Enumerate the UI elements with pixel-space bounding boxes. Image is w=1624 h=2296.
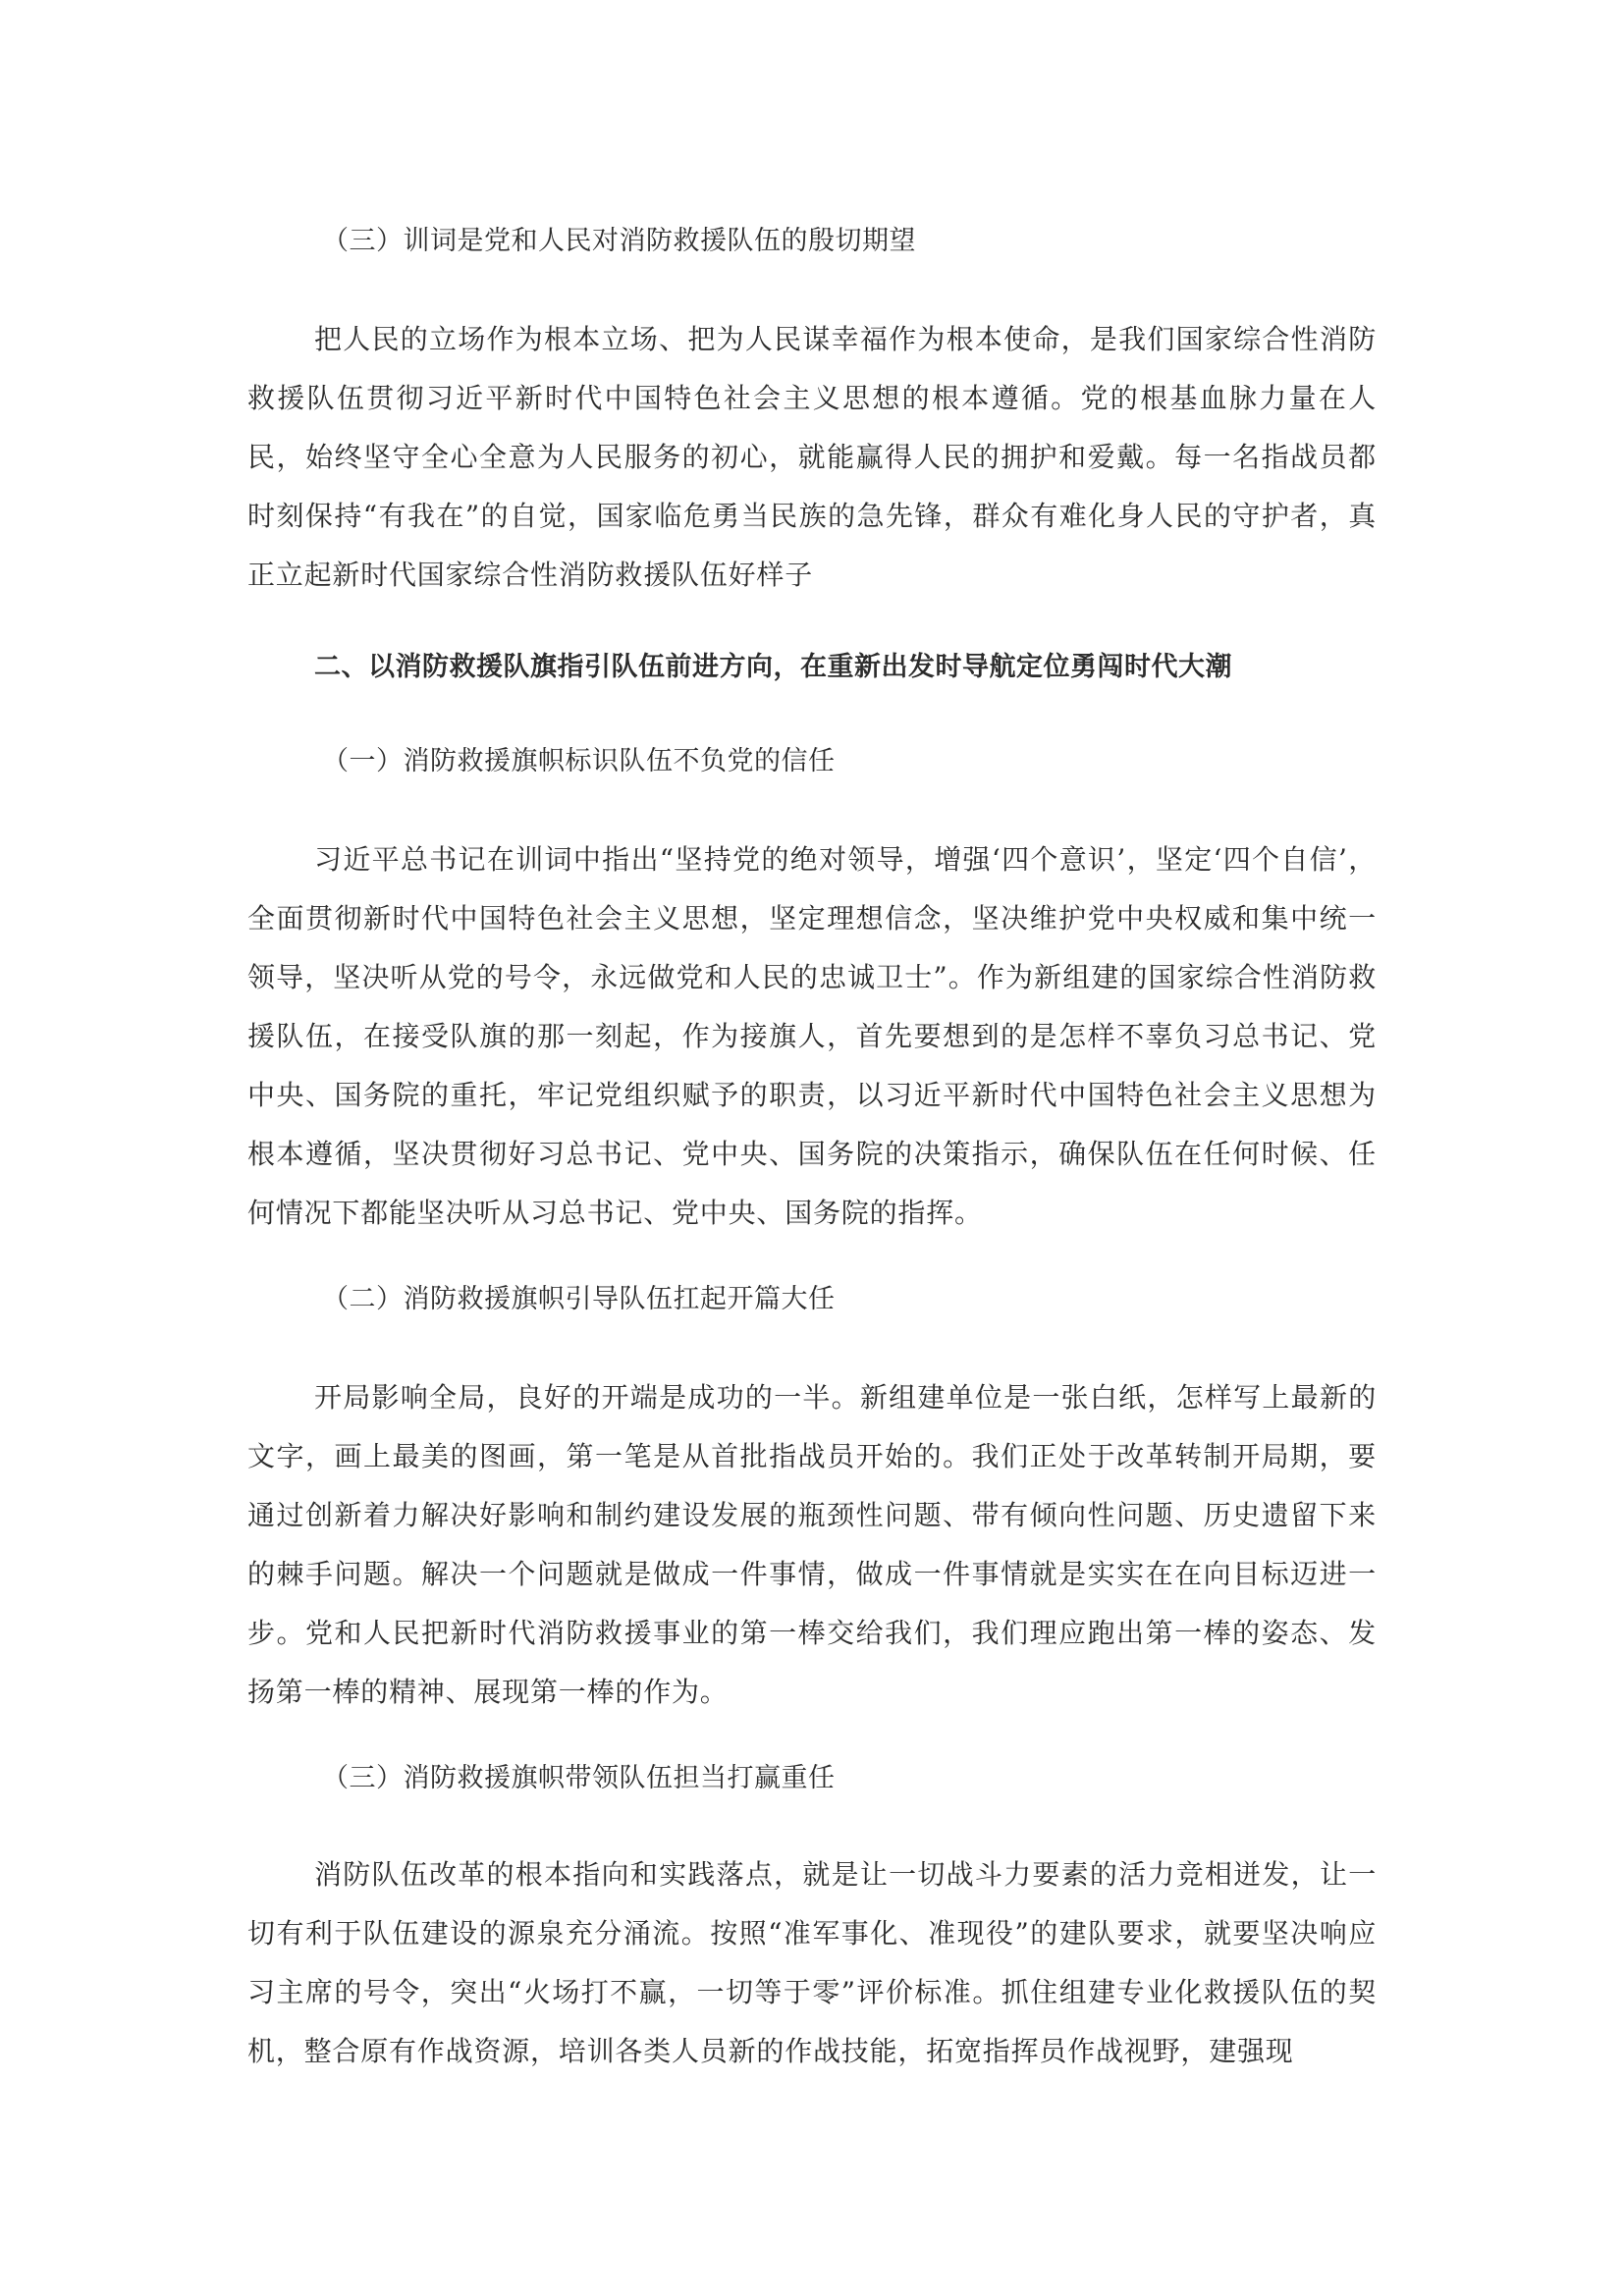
body-paragraph: 习近平总书记在训词中指出“坚持党的绝对领导，增强‘四个意识’，坚定‘四个自信’，全面贯彻新时代中国特色社会主义思想，坚定理想信念，坚决维护党中央权威和集中统一领导，坚决听从党的号令，永远做党和人民的忠诚卫士”。作为新组建的国家综合性消防救援队伍，在接受队旗的那一刻起，作为接旗人，首先要想到的是怎样不辜负习总书记、党中央、国务院的重托，牢记党组织赋予的职责，以习近平新时代中国特色社会主义思想为根本遵循，坚决贯彻好习总书记、党中央、国务院的决策指示，确保队伍在任何时候、任何情况下都能坚决听从习总书记、党中央、国务院的指挥。 bbox=[247, 843, 1377, 1229]
subsection-heading: （三）消防救援旗帜带领队伍担当打赢重任 bbox=[322, 1763, 836, 1793]
body-paragraph: 开局影响全局，良好的开端是成功的一半。新组建单位是一张白纸，怎样写上最新的文字，画上最美的图画，第一笔是从首批指战员开始的。我们正处于改革转制开局期，要通过创新着力解决好影响和制约建设发展的瓶颈性问题、带有倾向性问题、历史遗留下来的棘手问题。解决一个问题就是做成一件事情，做成一件事情就是实实在在向目标迈进一步。党和人民把新时代消防救援事业的第一棒交给我们，我们理应跑出第一棒的姿态、发扬第一棒的精神、展现第一棒的作为。 bbox=[247, 1381, 1377, 1708]
subsection-heading: （一）消防救援旗帜标识队伍不负党的信任 bbox=[322, 746, 836, 776]
subsection-heading: （二）消防救援旗帜引导队伍扛起开篇大任 bbox=[322, 1284, 836, 1314]
section-heading: 二、以消防救援队旗指引队伍前进方向，在重新出发时导航定位勇闯时代大潮 bbox=[314, 652, 1232, 682]
body-paragraph: 把人民的立场作为根本立场、把为人民谋幸福作为根本使命，是我们国家综合性消防救援队伍贯彻习近平新时代中国特色社会主义思想的根本遵循。党的根基血脉力量在人民，始终坚守全心全意为人民服务的初心，就能赢得人民的拥护和爱戴。每一名指战员都时刻保持“有我在”的自觉，国家临危勇当民族的急先锋，群众有难化身人民的守护者，真正立起新时代国家综合性消防救援队伍好样子 bbox=[247, 323, 1377, 591]
subsection-heading: （三）训词是党和人民对消防救援队伍的殷切期望 bbox=[322, 226, 916, 256]
body-paragraph: 消防队伍改革的根本指向和实践落点，就是让一切战斗力要素的活力竞相迸发，让一切有利于队伍建设的源泉充分涌流。按照“准军事化、准现役”的建队要求，就要坚决响应习主席的号令，突出“火场打不赢，一切等于零”评价标准。抓住组建专业化救援队伍的契机，整合原有作战资源，培训各类人员新的作战技能，拓宽指挥员作战视野，建强现 bbox=[247, 1858, 1377, 2067]
